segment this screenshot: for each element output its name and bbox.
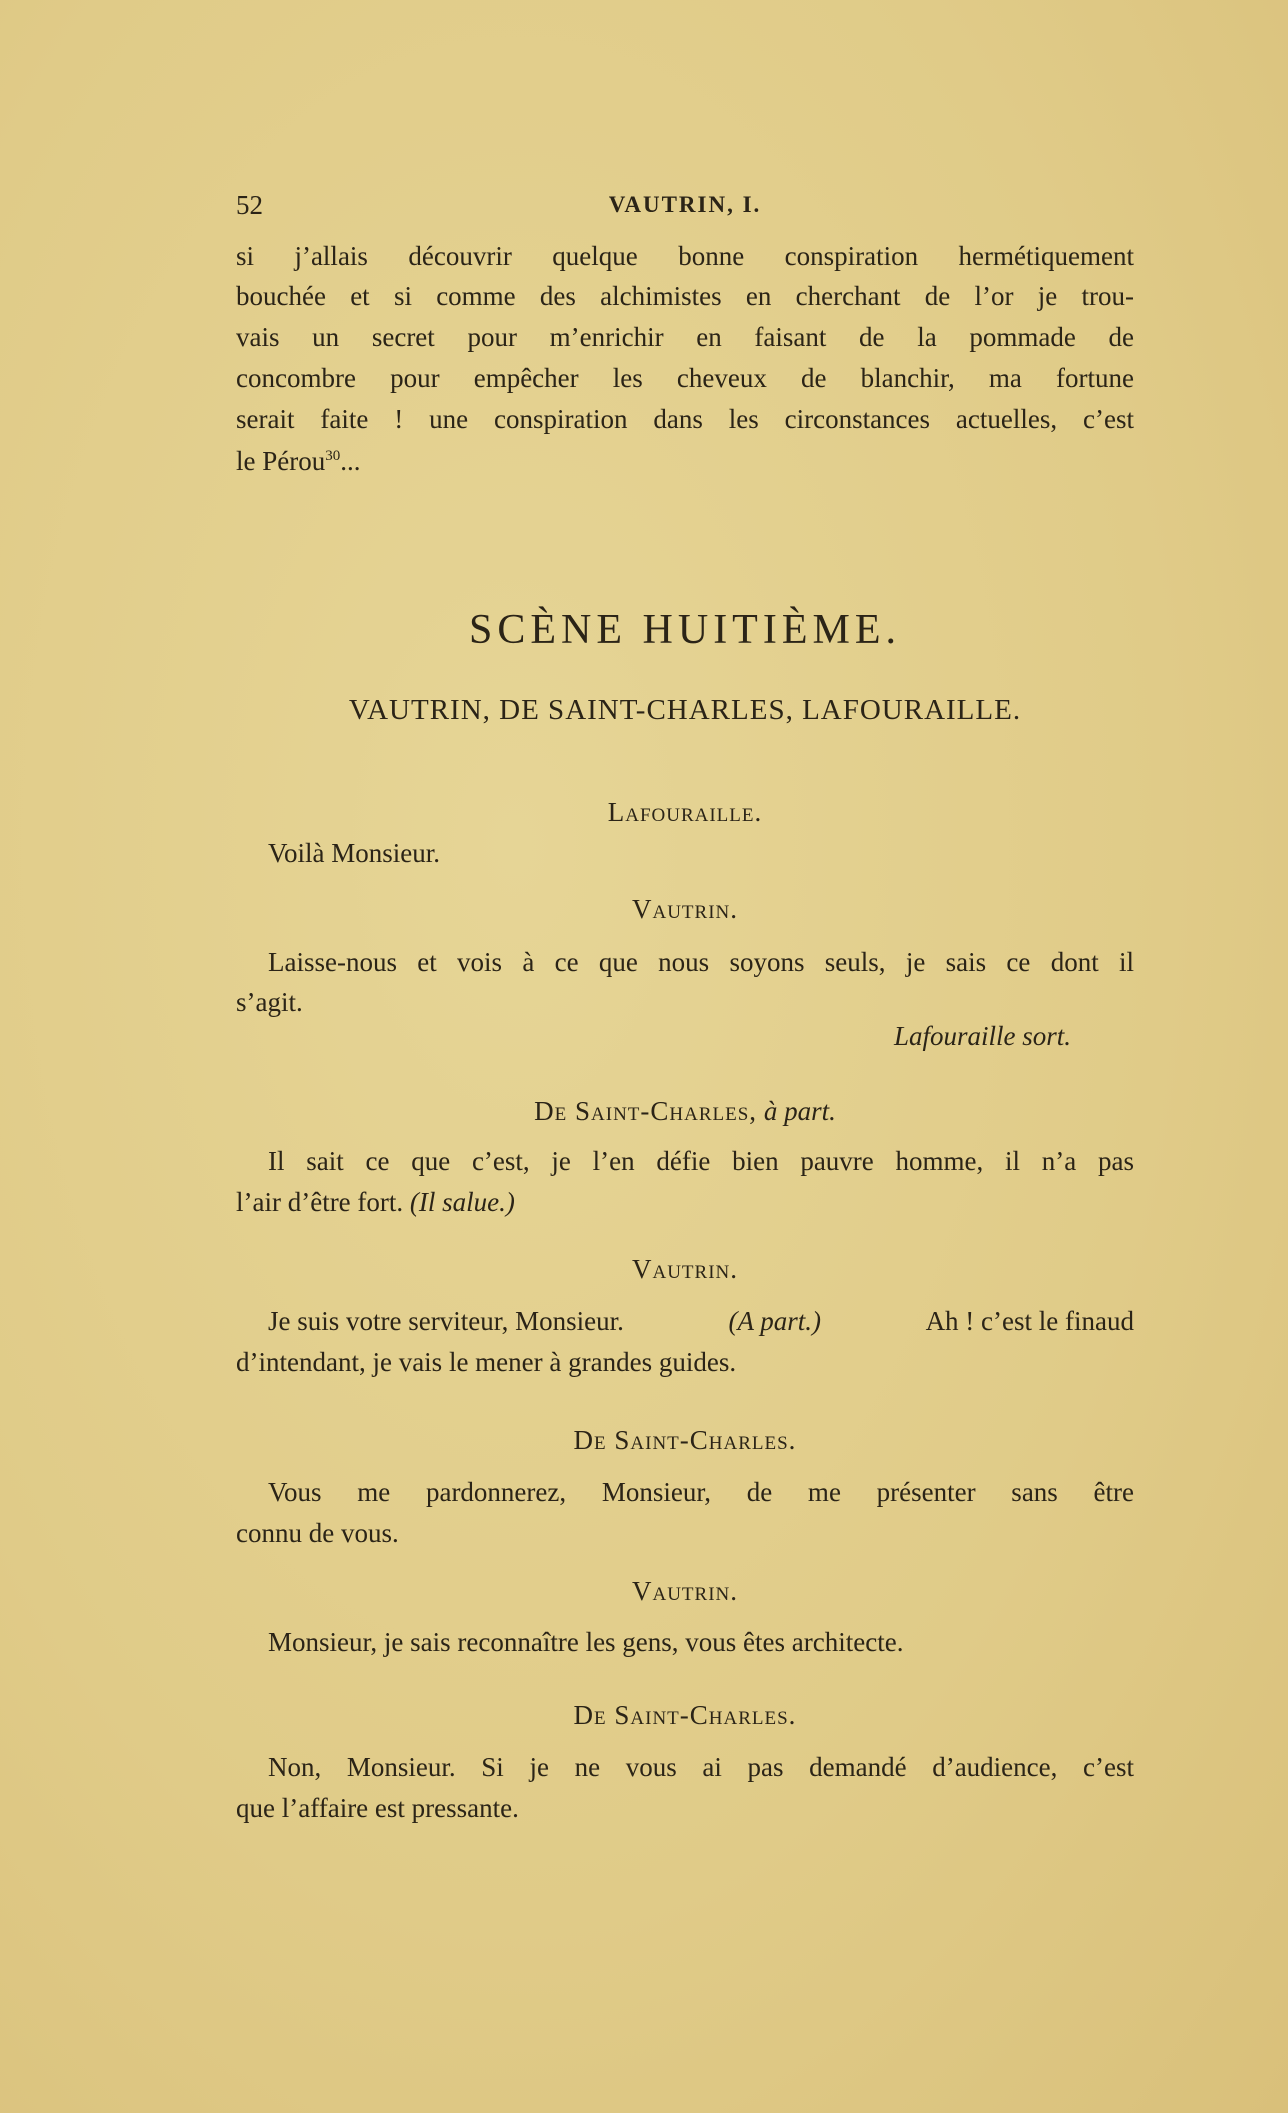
running-title: VAUTRIN, I.: [608, 192, 762, 217]
paragraph-line: vais un secret pour m’enrichir en faisant de la pommade de: [236, 322, 1134, 352]
speech-line: Il sait ce que c’est, je l’en défie bien pauvre homme, il n’a pas: [268, 1146, 1134, 1176]
speech-line: connu de vous.: [236, 1518, 399, 1548]
speaker-name: [236, 1091, 1134, 1131]
speech-line: Monsieur, je sais reconnaître les gens, vous êtes architecte.: [268, 1627, 904, 1657]
stage-direction: [236, 1016, 1071, 1056]
text: l’air d’être fort.: [236, 1187, 404, 1217]
paragraph-line: concombre pour empêcher les cheveux de blanchir, ma fortune: [236, 363, 1134, 393]
text: Je suis votre serviteur, Monsieur.: [268, 1306, 624, 1336]
speech-line: [268, 1301, 1134, 1341]
text: le Pérou: [236, 446, 326, 476]
speech-line: d’intendant, je vais le mener à grandes guides.: [236, 1347, 737, 1377]
paragraph-line: serait faite ! une conspiration dans les circonstances actuelles, c’est: [236, 404, 1134, 434]
text: Lafouraille sort.: [893, 1021, 1071, 1051]
speech-line: Non, Monsieur. Si je ne vous ai pas demandé d’audience, c’est: [268, 1752, 1134, 1782]
paragraph-line: si j’allais découvrir quelque bonne conspiration hermétiquement: [236, 241, 1134, 271]
stage-direction: (Il salue.): [409, 1187, 515, 1217]
speech-line: [236, 1182, 1134, 1222]
text: ...: [340, 446, 361, 476]
speaker-name: Vautrin.: [631, 1576, 739, 1606]
page-number: 52: [236, 190, 263, 220]
scene-cast: VAUTRIN, DE SAINT-CHARLES, LAFOURAILLE.: [348, 694, 1022, 726]
speech-line: Voilà Monsieur.: [268, 838, 441, 868]
speaker-name: De Saint-Charles.: [573, 1700, 797, 1730]
stage-direction: (A part.): [728, 1306, 821, 1336]
scene-title: SCÈNE HUITIÈME.: [469, 607, 901, 653]
speech-line: Laisse-nous et vois à ce que nous soyons seuls, je sais ce dont il: [268, 947, 1134, 977]
footnote-ref: 30: [325, 448, 341, 464]
speaker-name: Vautrin.: [631, 1254, 739, 1284]
paragraph-line: bouchée et si comme des alchimistes en cherchant de l’or je trou-: [236, 281, 1134, 311]
speech-line: que l’affaire est pressante.: [236, 1793, 519, 1823]
speaker-name: De Saint-Charles.: [573, 1425, 797, 1455]
paragraph-line: [236, 441, 1134, 481]
speaker-name: Vautrin.: [631, 894, 739, 924]
speaker-name: Lafouraille.: [607, 797, 763, 827]
speech-line: Vous me pardonnerez, Monsieur, de me présenter sans être: [268, 1477, 1134, 1507]
speech-line: s’agit.: [236, 987, 303, 1017]
text: De Saint-Charles,: [534, 1096, 758, 1126]
text: Ah ! c’est le finaud: [925, 1306, 1134, 1336]
stage-direction: à part.: [763, 1096, 836, 1126]
